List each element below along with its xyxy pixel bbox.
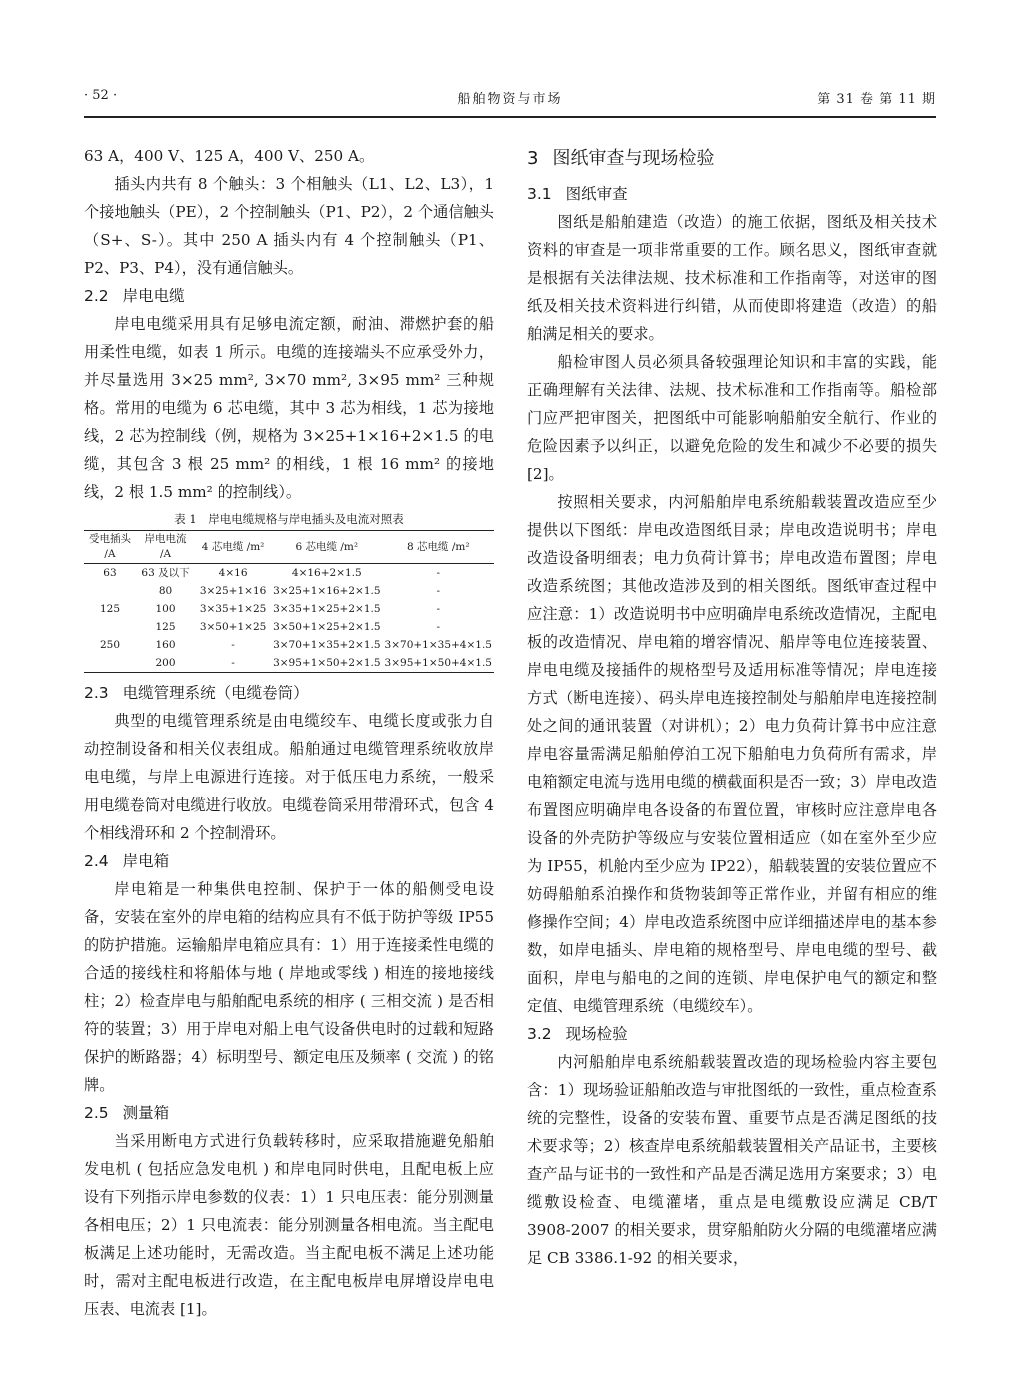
cable-spec-table	[84, 530, 494, 673]
header-rule	[84, 116, 936, 118]
section-heading-2-4: 2.4 岸电箱	[84, 852, 170, 870]
table-row: 200 - 3×95+1×50+2×1.5 3×95+1×50+4×1.5	[84, 654, 494, 673]
section-heading-2-3: 2.3 电缆管理系统（电缆卷筒）	[84, 684, 309, 702]
paragraph: 图纸是船舶建造（改造）的施工依据，图纸及相关技术资料的审查是一项非常重要的工作。顾名思义，图纸审查就是根据有关法律法规、技术标准和工作指南等，对送审的图纸及相关技术资料进行纠错，从而使即将建造（改造）的船舶满足相关的要求。	[527, 213, 937, 343]
table-row: 80 3×25+1×16 3×25+1×16+2×1.5 -	[158, 585, 441, 597]
page-number: · 52 ·	[84, 88, 118, 103]
table-row: 125 100 3×35+1×25 3×35+1×25+2×1.5 -	[99, 603, 441, 615]
section-heading-3-1: 3.1 图纸审查	[527, 185, 628, 203]
section-heading-3-2: 3.2 现场检验	[527, 1025, 628, 1043]
table-header-cell: 8 芯电缆 /m²	[383, 531, 494, 564]
section-heading-2-2: 2.2 岸电电缆	[84, 287, 185, 305]
paragraph: 岸电箱是一种集供电控制、保护于一体的船侧受电设备，安装在室外的岸电箱的结构应具有不低于防护等级 IP55 的防护措施。运输船岸电箱应具有：1）用于连接柔性电缆的合适的接线柱和将船体与地 ( 岸地或零线 ) 相连的接地接线柱；2）检查岸电与船舶配电系统的相序 ( 三相交流 ) 是否相符的装置；3）用于岸电对船上电气设备供电时的过载和短路保护的断路器；4）标明型号、额定电压及频率 ( 交流 ) 的铭牌。	[84, 880, 494, 1094]
paragraph: 岸电电缆采用具有足够电流定额，耐油、滞燃护套的船用柔性电缆，如表 1 所示。电缆的连接端头不应承受外力，并尽量选用 3×25 mm², 3×70 mm², 3×95 mm² 三种规格。常用的电缆为 6 芯电缆，其中 3 芯为相线，1 芯为接地线，2 芯为控制线（例，规格为 3×25+1×16+2×1.5 的电缆，其包含 3 根 25 mm² 的相线，1 根 16 mm² 的接地线，2 根 1.5 mm² 的控制线）。	[84, 315, 494, 501]
right-column	[527, 142, 937, 1272]
journal-title: 船舶物资与市场	[457, 92, 563, 107]
paragraph: 当采用断电方式进行负载转移时，应采取措施避免船舶发电机 ( 包括应急发电机 ) 和岸电同时供电，且配电板上应设有下列指示岸电参数的仪表：1）1 只电压表：能分别测量各相电压；2）1 只电流表：能分别测量各相电流。当主配电板满足上述功能时，无需改造。当主配电板不满足上述功能时，需对主配电板进行改造，在主配电板岸电屏增设岸电电压表、电流表 [1]。	[84, 1132, 494, 1318]
paragraph: 插头内共有 8 个触头：3 个相触头（L1、L2、L3），1 个接地触头（PE），2 个控制触头（P1、P2），2 个通信触头（S+、S-）。其中 250 A 插头内有 4 个控制触头（P1、P2、P3、P4），没有通信触头。	[84, 175, 494, 277]
left-column	[84, 142, 494, 1323]
issue-info: 第 31 卷 第 11 期	[817, 92, 936, 107]
table-header-cell: 4 芯电缆 /m²	[195, 531, 271, 564]
table-header-cell: 受电插头 /A	[84, 531, 136, 564]
table-header-cell: 6 芯电缆 /m²	[271, 531, 382, 564]
section-heading-2-5: 2.5 测量箱	[84, 1104, 170, 1122]
paragraph: 63 A，400 V、125 A，400 V、250 A。	[84, 147, 375, 165]
paragraph: 按照相关要求，内河船舶岸电系统船载装置改造应至少提供以下图纸：岸电改造图纸目录；岸电改造说明书；岸电改造设备明细表；电力负荷计算书；岸电改造布置图；岸电改造系统图；其他改造涉及到的相关图纸。图纸审查过程中应注意：1）改造说明书中应明确岸电系统改造情况，主配电板的改造情况、岸电箱的增容情况、船岸等电位连接装置、岸电电缆及接插件的规格型号及适用标准等情况；岸电连接方式（断电连接）、码头岸电连接控制处与船舶岸电连接控制处之间的通讯装置（对讲机）；2）电力负荷计算书中应注意岸电容量需满足船舶停泊工况下船舶电力负荷所有需求，岸电箱额定电流与选用电缆的横截面积是否一致；3）岸电改造布置图应明确岸电各设备的布置位置，审核时应注意岸电各设备的外壳防护等级应与安装位置相适应（如在室外至少应为 IP55，机舱内至少应为 IP22），船载装置的安装位置应不妨碍船舶系泊操作和货物装卸等正常作业，并留有相应的维修操作空间；4）岸电改造系统图中应详细描述岸电的基本参数，如岸电插头、岸电箱的规格型号、岸电电缆的型号、截面积，岸电与船电的之间的连锁、岸电保护电气的额定和整定值、电缆管理系统（电缆绞车）。	[527, 493, 937, 1015]
table-row: 63 63 及以下 4×16 4×16+2×1.5 -	[103, 567, 441, 579]
running-header	[84, 88, 936, 110]
table-row: 250 160 - 3×70+1×35+2×1.5 3×70+1×35+4×1.5	[99, 639, 492, 651]
table-header-cell: 岸电电流 /A	[136, 531, 195, 564]
paragraph: 内河船舶岸电系统船载装置改造的现场检验内容主要包含：1）现场验证船舶改造与审批图纸的一致性，重点检查系统的完整性，设备的安装布置、重要节点是否满足图纸的技术要求等；2）核查岸电系统船载装置相关产品证书，主要核查产品与证书的一致性和产品是否满足选用方案要求；3）电缆敷设检查、电缆灌堵，重点是电缆敷设应满足 CB/T 3908-2007 的相关要求，贯穿船舶防火分隔的电缆灌堵应满足 CB 3386.1-92 的相关要求，	[527, 1053, 937, 1267]
paragraph: 典型的电缆管理系统是由电缆绞车、电缆长度或张力自动控制设备和相关仪表组成。船舶通过电缆管理系统收放岸电电缆，与岸上电源进行连接。对于低压电力系统，一般采用电缆卷筒对电缆进行收放。电缆卷筒采用带滑环式，包含 4 个相线滑环和 2 个控制滑环。	[84, 712, 494, 842]
paragraph: 船检审图人员必须具备较强理论知识和丰富的实践，能正确理解有关法律、法规、技术标准和工作指南等。船检部门应严把审图关，把图纸中可能影响船舶安全航行、作业的危险因素予以纠正，以避免危险的发生和减少不必要的损失 [2]。	[527, 353, 937, 483]
section-heading-3: 3 图纸审查与现场检验	[527, 148, 715, 169]
table-row: 125 3×50+1×25 3×50+1×25+2×1.5 -	[155, 621, 441, 633]
table-caption: 表 1 岸电电缆规格与岸电插头及电流对照表	[174, 512, 404, 526]
